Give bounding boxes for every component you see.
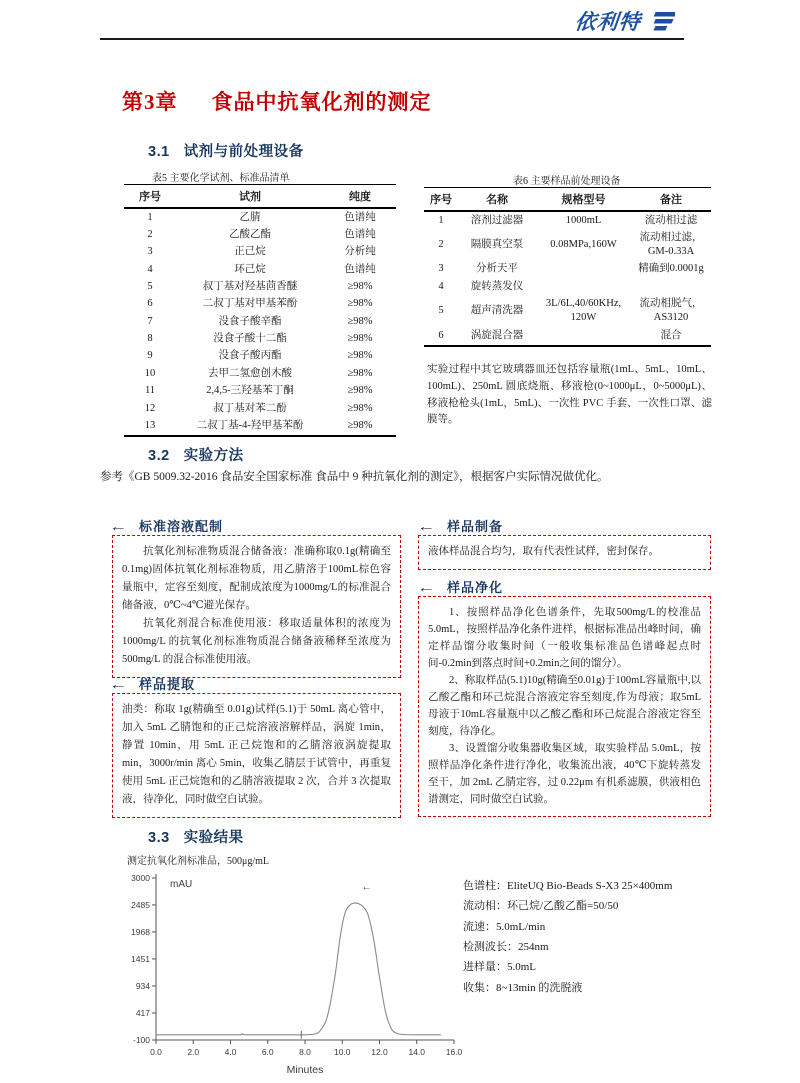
box-title-text: 样品净化 (447, 580, 504, 595)
table-cell (536, 327, 631, 345)
table-row (124, 400, 396, 417)
condition-line: 检测波长：254nm (463, 941, 549, 954)
table-row (124, 208, 396, 226)
table-cell: ≥98% (347, 298, 373, 310)
column-header: 备注 (631, 188, 711, 212)
table-cell: 4 (147, 263, 153, 275)
equipment-table (424, 187, 711, 347)
section-number: 3.3 (148, 830, 170, 846)
table-row (124, 261, 396, 278)
table-cell: 2 (438, 239, 444, 251)
table-header-row (124, 185, 396, 209)
x-tick-label: 14.0 (408, 1047, 426, 1057)
procedure-paragraph: 抗氧化剂标准物质混合储备液：准确称取0.1g(精确至0.1mg)固体抗氧化剂标准物质，用乙腈溶于100mL棕色容量瓶中，定容至刻度，配制成浓度为1000mg/L的标准混合储备液，0℃~4℃避光保存。 (122, 546, 391, 612)
table-cell: 6 (147, 298, 153, 310)
table-cell: 去甲二氢愈创木酸 (208, 367, 292, 379)
table-cell: 11 (144, 385, 156, 397)
x-axis-title: Minutes (286, 1064, 324, 1076)
y-tick-label: -100 (132, 1035, 150, 1045)
table-cell: 色谱纯 (344, 263, 376, 275)
table-row (124, 226, 396, 243)
table-cell: 超声清洗器 (470, 305, 524, 317)
table-cell: 涡旋混合器 (470, 329, 524, 341)
table-cell: 5 (438, 305, 444, 317)
procedure-paragraph: 抗氧化剂混合标准使用液：移取适量体积的浓度为1000mg/L 的抗氧化剂标准物质混合储备液稀释至浓度为500mg/L 的混合标准使用液。 (122, 618, 391, 666)
table-cell: 3 (438, 263, 444, 275)
table-header-row (424, 188, 711, 212)
table-cell: 流动相过滤，GM-0.33A (639, 231, 703, 258)
section-heading-3-2 (148, 444, 244, 465)
table-cell: 没食子酸辛酯 (218, 315, 282, 327)
table-cell: 2 (147, 228, 153, 240)
y-axis-unit-label: mAU (170, 879, 193, 890)
y-tick-label: 1451 (131, 953, 150, 964)
table-cell: 没食子酸十二酯 (213, 333, 287, 345)
table-row (124, 296, 396, 313)
x-tick-label: 12.0 (371, 1047, 388, 1057)
table6-caption: 表6 主要样品前处理设备 (513, 176, 621, 187)
table-cell: ≥98% (347, 350, 373, 362)
x-tick-label: 6.0 (261, 1047, 274, 1057)
table-cell: ≥98% (347, 402, 373, 414)
table-row (124, 383, 396, 400)
table-cell: 12 (144, 402, 156, 414)
table-cell: ≥98% (347, 385, 373, 397)
box-title-text: 标准溶液配制 (139, 519, 224, 534)
table-cell: ≥98% (347, 419, 373, 431)
x-tick-label: 0.0 (150, 1047, 162, 1057)
left-arrow-icon: ← (108, 675, 131, 692)
table-cell: 乙酸乙酯 (229, 228, 271, 240)
table-row (124, 313, 396, 330)
table-cell: 二叔丁基-4-羟甲基苯酚 (196, 419, 304, 431)
sample-extraction-box (112, 693, 401, 818)
box-title-standard-solution (108, 516, 224, 535)
box-title-text: 样品制备 (447, 519, 504, 534)
table-cell: 1 (438, 214, 444, 226)
table-cell: 3 (147, 246, 153, 258)
sample-purification-box (418, 596, 711, 817)
table-cell: 分析天平 (476, 263, 518, 275)
table-row (124, 348, 396, 365)
table-row (124, 417, 396, 435)
table-cell: 13 (144, 419, 156, 431)
table-cell: 4 (438, 280, 444, 292)
box-title-text: 样品提取 (139, 677, 196, 692)
left-arrow-icon: ← (416, 578, 439, 595)
procedure-paragraph: 2、称取样品(5.1)10g(精确至0.01g)于100mL容量瓶中,以乙酸乙酯和环己烷混合溶液定容至刻度,作为母液；取5mL母液于10mL容量瓶中以乙酸乙酯和环己烷混合溶液定容至刻度，待净化。 (428, 675, 701, 737)
x-tick-label: 10.0 (333, 1047, 351, 1057)
column-header: 规格型号 (536, 188, 631, 212)
y-tick-label: 1968 (131, 926, 150, 937)
section-title: 实验结果 (183, 830, 244, 846)
table-cell: 9 (147, 350, 153, 362)
table-cell: 叔丁基对苯二酚 (213, 402, 287, 414)
table-cell: 正己烷 (234, 246, 266, 258)
x-tick-label: 8.0 (299, 1047, 311, 1057)
table-cell: 1 (147, 211, 153, 223)
table-cell: 旋转蒸发仪 (470, 280, 524, 292)
reagent-table (124, 184, 396, 437)
glassware-note: 实验过程中其它玻璃器皿还包括容量瓶(1mL、5mL、10mL、100mL)、250mL 圆底烧瓶、移液枪(0~1000μL，0~5000μL)、移液枪枪头(1mL，5mL)、一次性 PVC 手套、一次性口罩、滤膜等。 (427, 364, 712, 426)
column-header: 试剂 (176, 185, 324, 209)
chromatogram-trace (156, 903, 441, 1035)
column-header: 纯度 (324, 185, 396, 209)
condition-line: 进样量：5.0mL (463, 961, 537, 974)
table-cell: 二叔丁基对甲基苯酚 (202, 298, 298, 310)
condition-line: 收集：8~13min 的洗脱液 (463, 981, 583, 994)
procedure-paragraph: 液体样品混合均匀，取有代表性试样，密封保存。 (428, 546, 659, 557)
table-cell: ≥98% (347, 333, 373, 345)
table-cell: 3L/6L,40/60KHz, 120W (545, 298, 622, 324)
chromatogram-caption: 测定抗氧化剂标准品，500μg/mL (127, 856, 270, 867)
table-cell: 6 (438, 329, 444, 341)
section-number: 3.1 (148, 144, 170, 160)
condition-line: 色谱柱：EliteUQ Bio-Beads S-X3 25×400mm (463, 880, 673, 892)
table-row (424, 229, 711, 261)
table-cell: 流动相过滤 (644, 214, 698, 226)
brand-logo (575, 6, 700, 36)
standard-solution-box (112, 535, 401, 678)
table-cell: 8 (147, 333, 153, 345)
chapter-title-text: 食品中抗氧化剂的测定 (211, 90, 432, 114)
x-tick-label: 16.0 (445, 1047, 463, 1057)
table-cell: 溶剂过滤器 (470, 214, 524, 226)
table-cell: 流动相脱气，AS3120 (639, 298, 703, 324)
box-title-sample-purification (416, 577, 504, 596)
table-cell: 环己烷 (234, 263, 266, 275)
section-title: 实验方法 (183, 448, 244, 464)
y-tick-label: 3000 (131, 873, 150, 883)
table-cell: 0.08MPa,160W (550, 239, 617, 251)
table-row (424, 278, 711, 295)
condition-line: 流动相：环己烷/乙酸乙酯=50/50 (463, 900, 619, 913)
table-cell: 混合 (660, 329, 682, 341)
x-tick-label: 2.0 (187, 1047, 200, 1057)
table-cell: 1000mL (565, 214, 602, 226)
section-title: 试剂与前处理设备 (183, 144, 304, 160)
box-title-sample-prep (416, 516, 504, 535)
y-tick-label: 417 (135, 1007, 150, 1018)
table-row (124, 278, 396, 295)
peak-annotation-arrow: ← (361, 882, 372, 894)
table-cell: 乙腈 (239, 211, 261, 223)
column-header: 名称 (458, 188, 536, 212)
table-row (424, 327, 711, 345)
section-heading-3-3 (148, 826, 244, 847)
table-cell: 色谱纯 (344, 211, 376, 223)
table-cell: 7 (147, 315, 153, 327)
section-number: 3.2 (148, 448, 170, 464)
column-header: 序号 (424, 188, 458, 212)
table-cell: ≥98% (347, 281, 373, 293)
table-cell: 精确到0.0001g (638, 263, 704, 275)
method-intro: 参考《GB 5009.32-2016 食品安全国家标准 食品中 9 种抗氧化剂的测定》，根据客户实际情况做优化。 (100, 471, 609, 483)
table-cell: 2,4,5-三羟基苯丁酮 (206, 385, 294, 397)
table-row (424, 211, 711, 229)
chapter-title (122, 86, 432, 116)
table-row (124, 244, 396, 261)
left-arrow-icon: ← (108, 517, 131, 534)
y-tick-label: 934 (135, 980, 150, 991)
table-cell: 隔膜真空泵 (470, 239, 524, 251)
y-tick-label: 2485 (131, 899, 150, 910)
header-divider (100, 38, 684, 40)
table-row (424, 261, 711, 278)
column-header: 序号 (124, 185, 176, 209)
section-heading-3-1 (148, 140, 304, 161)
table-cell (631, 278, 711, 295)
table-cell: 叔丁基对羟基茴香醚 (202, 281, 298, 293)
table-cell: 没食子酸丙酯 (218, 350, 282, 362)
brand-logo-bars-icon (645, 9, 675, 33)
chapter-number: 第3章 (122, 90, 178, 114)
left-arrow-icon: ← (416, 517, 439, 534)
procedure-paragraph: 油类：称取 1g(精确至 0.01g)试样(5.1)于 50mL 离心管中，加入 5mL 乙腈饱和的正己烷溶液溶解样品，涡旋 1min，静置 10min，用 5mL 正己烷饱和的乙腈溶液涡旋提取 min，3000r/min 离心 5min，收集乙腈层于试管中，再重复使用 5mL 正己烷饱和的乙腈溶液提取 2 次，合并 3 次提取液，待净化，同时做空白试验。 (122, 704, 391, 806)
procedure-paragraph: 3、设置馏分收集器收集区域，取实验样品 5.0mL，按照样品净化条件进行净化，收集流出液，40℃下旋转蒸发至干，加 2mL 乙腈定容，过 0.22μm 有机系滤膜，供液相色谱测定，同时做空白试验。 (428, 743, 701, 805)
table-cell (536, 261, 631, 278)
table-row (124, 365, 396, 382)
table-row (424, 296, 711, 328)
table-cell (536, 278, 631, 295)
brand-logo-text: 依利特 (573, 11, 643, 34)
box-title-sample-extraction (108, 674, 196, 693)
table-cell: ≥98% (347, 367, 373, 379)
table-row (124, 331, 396, 348)
table-cell: 分析纯 (344, 246, 376, 258)
chromatogram-chart (116, 864, 484, 1082)
table-cell: ≥98% (347, 315, 373, 327)
table-cell: 5 (147, 281, 153, 293)
condition-line: 流速：5.0mL/min (463, 920, 546, 933)
x-tick-label: 4.0 (224, 1047, 237, 1057)
table-cell: 10 (144, 367, 156, 379)
sample-prep-box (418, 535, 711, 570)
table-cell: 色谱纯 (344, 228, 376, 240)
hplc-conditions-list (463, 876, 713, 998)
procedure-paragraph: 1、按照样品净化色谱条件，先取500mg/L的校准品5.0mL，按照样品净化条件进样，根据标准品出峰时间，确定样品馏分收集时间（一般收集标准品色谱峰起点时间-0.2min到落点时间+0.2min之间的馏分）。 (428, 607, 701, 669)
table5-caption: 表5 主要化学试剂、标准品清单 (152, 173, 290, 184)
